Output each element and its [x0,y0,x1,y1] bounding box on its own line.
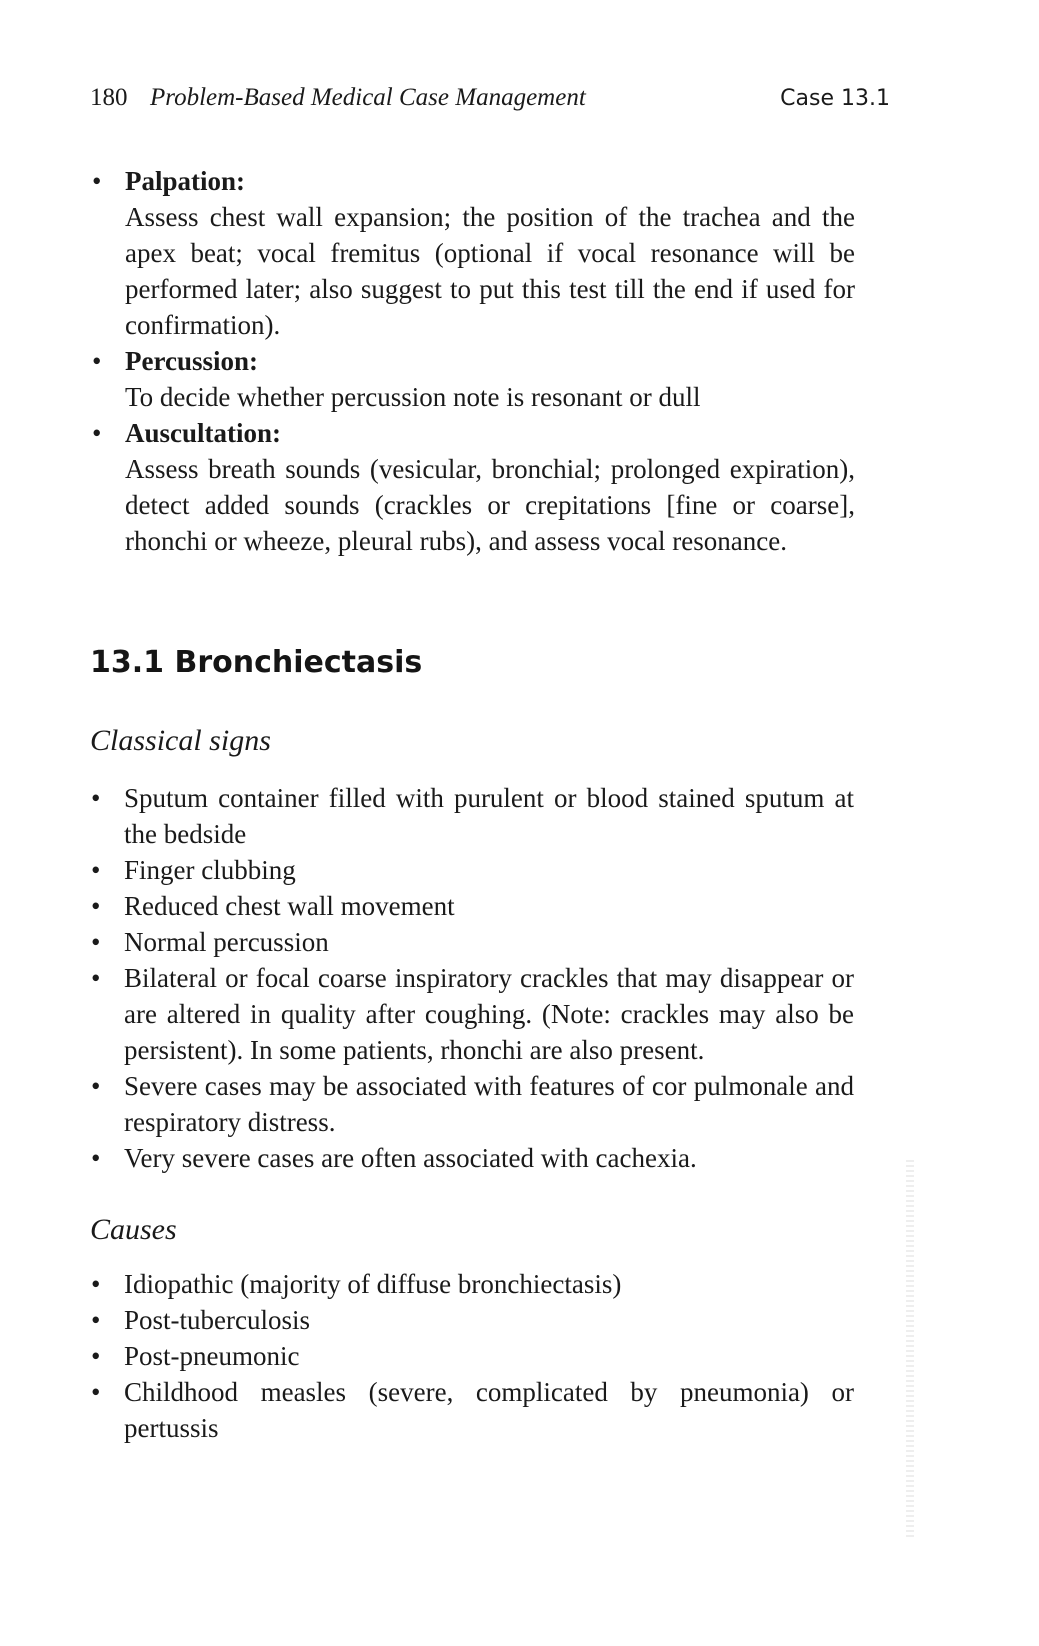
list-item-text: Sputum container filled with purulent or blood stained sputum at the bedside [124,783,854,849]
page-header [90,84,890,116]
causes-list [90,1266,854,1446]
list-item-text: Post-tuberculosis [124,1305,310,1335]
list-item [90,1068,854,1140]
list-item-text: Reduced chest wall movement [124,891,455,921]
list-item-text: Very severe cases are often associated with cachexia. [124,1143,697,1173]
page-number: 180 [90,84,128,111]
list-item [90,852,854,888]
bullet-icon: • [91,1269,101,1299]
section-heading: 13.1 Bronchiectasis [90,645,423,680]
list-item [90,1302,854,1338]
item-description: Assess chest wall expansion; the position of the trachea and the apex beat; vocal fremitus (optional if vocal resonance will be performed later; also suggest to put this test till the end if used for confirmation). [125,202,855,340]
list-item-text: Idiopathic (majority of diffuse bronchiectasis) [124,1269,622,1299]
list-item-auscultation [91,415,855,559]
subheading-causes: Causes [90,1213,177,1246]
classical-signs-list [90,780,854,1176]
list-item [90,924,854,960]
list-item-text: Bilateral or focal coarse inspiratory crackles that may disappear or are altered in quality after coughing. (Note: crackles may also be persistent). In some patients, rhonchi are also present. [124,963,854,1065]
list-item [90,888,854,924]
bullet-icon: • [91,1305,101,1335]
item-description: Assess breath sounds (vesicular, bronchial; prolonged expiration), detect added sounds (crackles or crepitations [fine or coarse], rhonchi or wheeze, pleural rubs), and assess vocal resonance. [125,454,855,556]
list-item-text: Severe cases may be associated with features of cor pulmonale and respiratory distress. [124,1071,854,1137]
bullet-icon: • [91,1071,101,1101]
list-item [90,1140,854,1176]
list-item [90,780,854,852]
bullet-icon: • [91,1377,101,1407]
subheading-classical-signs: Classical signs [90,724,271,757]
item-term: Percussion: [125,346,258,376]
bullet-icon: • [91,891,101,921]
list-item-text: Normal percussion [124,927,329,957]
item-term: Auscultation: [125,418,282,448]
bullet-icon: • [92,418,102,448]
list-item-text: Post-pneumonic [124,1341,300,1371]
item-description: To decide whether percussion note is resonant or dull [125,382,701,412]
bullet-icon: • [91,927,101,957]
running-title: Problem-Based Medical Case Management [150,84,586,111]
bullet-icon: • [91,1341,101,1371]
bullet-icon: • [91,1143,101,1173]
item-term: Palpation: [125,166,246,196]
list-item [90,1374,854,1446]
bullet-icon: • [92,166,102,196]
list-item-text: Childhood measles (severe, complicated by pneumonia) or pertussis [124,1377,854,1443]
list-item-palpation [91,163,855,343]
bullet-icon: • [91,963,101,993]
list-item [90,960,854,1068]
bullet-icon: • [92,346,102,376]
list-item [90,1266,854,1302]
examination-list [91,163,855,559]
list-item [90,1338,854,1374]
list-item-percussion [91,343,855,415]
bullet-icon: • [91,783,101,813]
bullet-icon: • [91,855,101,885]
scan-margin-artifact [906,1160,914,1540]
case-label: Case 13.1 [780,86,890,111]
list-item-text: Finger clubbing [124,855,296,885]
